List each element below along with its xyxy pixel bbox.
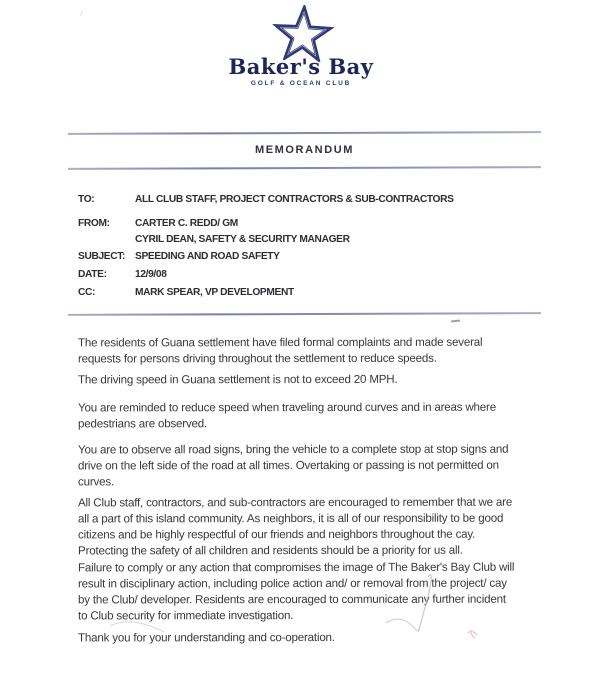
paragraph-road-signs: You are to observe all road signs, bring the vehicle to a complete stop at stop signs and drive on the left side of the road at all times. Overtaking or passing is not permitted on curves. <box>77 442 509 489</box>
scan-dash-artifact <box>451 320 460 322</box>
field-row-cc <box>78 286 548 299</box>
field-label: DATE: <box>78 269 107 280</box>
field-value: SPEEDING AND ROAD SAFETY <box>135 251 280 262</box>
horizontal-rule-top <box>68 131 541 135</box>
field-value: CYRIL DEAN, SAFETY & SECURITY MANAGER <box>135 234 350 245</box>
horizontal-rule-under-title <box>68 166 541 170</box>
memo-header-fields <box>78 190 548 299</box>
field-value: 12/9/08 <box>135 269 167 280</box>
logo-subtitle: GOLF & OCEAN CLUB <box>250 80 352 87</box>
field-value: MARK SPEAR, VP DEVELOPMENT <box>135 287 294 298</box>
field-label: TO: <box>78 194 95 205</box>
field-label: CC: <box>78 287 96 298</box>
horizontal-rule-above-body <box>68 312 541 315</box>
field-row-date <box>78 268 548 281</box>
paragraph-complaints: The residents of Guana settlement have filed formal complaints and made several requests for persons driving throughout the settlement to reduce speeds. <box>77 335 483 366</box>
field-label: FROM: <box>78 218 110 229</box>
paragraph-curves: You are reminded to reduce speed when traveling around curves and in areas where pedestrians are observed. <box>77 400 496 431</box>
field-label: SUBJECT: <box>78 251 126 262</box>
paragraph-thank-you: Thank you for your understanding and co-operation. <box>77 630 335 645</box>
field-row-from <box>78 217 548 230</box>
memo-title: MEMORANDUM <box>254 144 355 156</box>
field-label <box>78 233 135 246</box>
field-value: CARTER C. REDD/ GM <box>135 218 238 229</box>
paragraph-speed-limit: The driving speed in Guana settlement is not to exceed 20 MPH. <box>77 372 398 387</box>
field-value: ALL CLUB STAFF, PROJECT CONTRACTORS & SUB-CONTRACTORS <box>135 194 454 205</box>
logo-wordmark: Baker's Bay <box>228 54 374 79</box>
field-row-subject <box>78 250 548 263</box>
paragraph-community: All Club staff, contractors, and sub-contractors are encouraged to remember that we are all a part of this island community. As neighbors, it is all of our responsibility to be good citizens and be highly respectful of our friends and neighbors throughout the cay. Protecting the safety of all children and residents should be a priority for us all. <box>77 495 513 558</box>
field-row-to <box>78 193 548 206</box>
scan-speck-artifact <box>80 10 87 17</box>
field-row-from-2 <box>78 233 548 246</box>
paragraph-failure-to-comply: Failure to comply or any action that compromises the image of The Baker's Bay Club will result in disciplinary action, including police action and/ or removal from the project/ cay by the Club/ developer. Residents are encouraged to communicate any further incident to Club security for immediate investigation. <box>77 560 515 623</box>
